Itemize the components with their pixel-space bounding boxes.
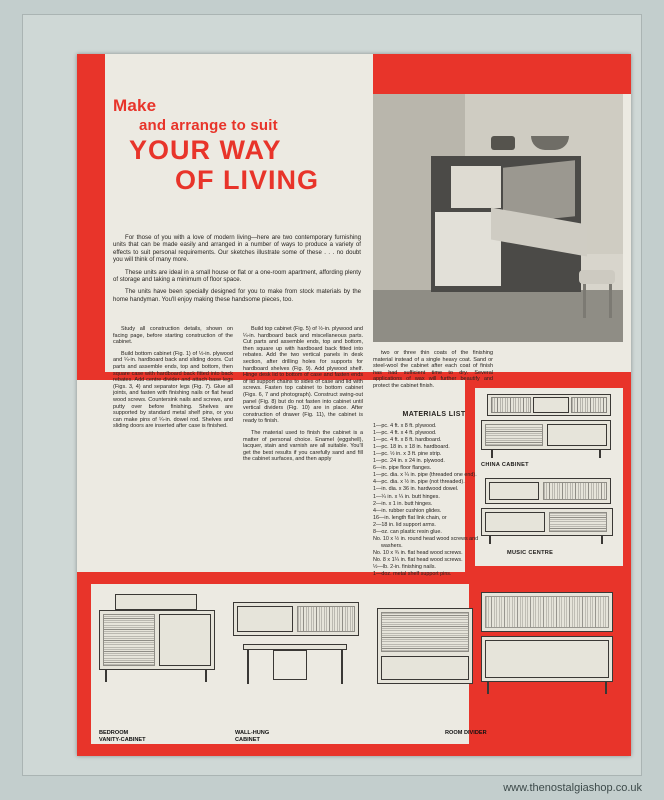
music-centre-leg <box>601 536 603 544</box>
room-divider-label <box>445 730 487 737</box>
label-line-2: VANITY-CABINET <box>99 737 146 743</box>
red-block-top-right <box>373 54 631 94</box>
vanity-cabinet-door-right <box>159 614 211 666</box>
list-item: No. 10 x ½ in. round head wood screws and washers. <box>373 536 479 549</box>
room-divider-illustration <box>377 582 617 732</box>
headline-line-1: Make <box>113 96 157 115</box>
music-centre-leg <box>489 536 491 544</box>
wall-hung-cabinet-door-right <box>297 606 355 632</box>
china-cabinet-shelf-right <box>547 424 607 446</box>
room-divider-left-cupboard <box>381 656 469 680</box>
list-item: 6—in. pipe floor flanges. <box>373 465 432 472</box>
materials-list-title: MATERIALS LIST <box>402 411 466 418</box>
body-column-3 <box>373 350 493 395</box>
room-divider-leg <box>605 682 607 694</box>
china-cabinet-leg <box>491 450 493 458</box>
intro-paragraph-3: The units have been specially designed for you to make from stock materials by the home handyman. You'll enjoy making these handsome pieces, too. <box>113 288 361 303</box>
picture-mat <box>22 14 642 776</box>
red-block-left-strip <box>77 54 105 372</box>
page-title <box>113 96 363 195</box>
list-item: 4—pc. dia. x ½ in. pipe (not threaded). <box>373 479 465 486</box>
intro-text <box>113 234 361 308</box>
materials-list-items <box>373 423 495 578</box>
magazine-page <box>77 54 631 756</box>
wall-hung-support <box>247 650 249 684</box>
vanity-cabinet-door-left <box>103 614 155 666</box>
bedroom-vanity-cabinet-illustration <box>99 592 219 722</box>
photo-cabinet-shelving <box>451 166 501 208</box>
list-item: No. 8 x 1¼ in. flat head wood screws. <box>373 556 463 563</box>
materials-list <box>373 412 495 578</box>
right-illustration-group <box>481 394 617 564</box>
wall-hung-support <box>341 650 343 684</box>
photo-stool-seat <box>579 270 615 284</box>
body-column-1 <box>113 326 233 435</box>
product-photograph <box>373 94 623 342</box>
list-item: 1—pc. 24 in. x 24 in. plywood. <box>373 458 445 465</box>
list-item: 1—in. dia. x 36 in. hardwood dowel. <box>373 486 459 493</box>
music-centre-label: MUSIC CENTRE <box>507 550 554 556</box>
china-cabinet-door-left <box>491 397 531 413</box>
intro-paragraph-2: These units are ideal in a small house or flat or a one-room apartment, affording plenty of storage and taking a minimum of floor space. <box>113 268 361 284</box>
list-item: 8—oz. can plastic resin glue. <box>373 529 442 535</box>
list-item: 2—in. x 1 in. butt hinges. <box>373 500 433 507</box>
bedroom-vanity-cabinet-label <box>99 730 146 744</box>
music-centre-compartment-left <box>489 482 539 500</box>
paper-notch-top-left <box>105 54 135 80</box>
body-paragraph: two or three thin coats of the finishing material instead of a single heavy coat. Sand or steel-wool the cabinet after each coat of finish has had sufficient time to dry. Several applications of wax will further beautify and protect the cabinet finish. <box>373 350 493 389</box>
list-item: 1—pc. 4 ft. x 8 ft. hardboard. <box>373 436 442 443</box>
music-centre-speaker <box>549 512 607 532</box>
wall-hung-cabinet-label <box>235 730 269 744</box>
wall-hung-cabinet-illustration <box>233 592 363 722</box>
list-item: 4—in. rubber cushion glides. <box>373 507 442 514</box>
body-column-2 <box>243 326 363 468</box>
list-item: 1—pc. ½ in. x 3 ft. pine strip. <box>373 450 442 457</box>
room-divider-leg <box>487 682 489 694</box>
china-cabinet-leg <box>599 450 601 458</box>
list-item: 1—pc. dia. x ¼ in. pipe (threaded one end). <box>373 472 477 479</box>
vanity-cabinet-leg <box>105 670 107 682</box>
vanity-cabinet-leg <box>205 670 207 682</box>
music-centre-drawer <box>485 512 545 532</box>
headline-line-3: YOUR WAY <box>129 135 282 165</box>
list-item: 1—pc. 18 in. x 18 in. hardboard. <box>373 443 450 450</box>
china-cabinet-door-centre <box>533 397 569 413</box>
label-line-1: BEDROOM <box>99 730 129 736</box>
music-centre-compartment-right <box>543 482 607 500</box>
body-paragraph: The material used to finish the cabinet is a matter of personal choice. Enamel (eggshell), lacquer, stain and varnish are all suitable. You'll get the best results if you carefully sand and fill the cabinet surfaces, and then apply <box>243 429 363 463</box>
photo-stool-leg <box>583 284 586 318</box>
china-cabinet-door-right <box>571 397 607 413</box>
china-cabinet-label: CHINA CABINET <box>481 462 529 468</box>
label-line-2: CABINET <box>235 737 260 743</box>
list-item: 1—pc. 4 ft. x 8 ft. plywood. <box>373 422 437 429</box>
body-paragraph: Study all construction details, shown on facing page, before starting construction of the cabinet. <box>113 326 233 346</box>
room-divider-right-lower-inner <box>485 640 609 678</box>
list-item: 2—18 in. lid support arms. <box>373 521 436 528</box>
list-item: 1—doz. metal shelf support pins. <box>373 571 452 578</box>
headline-line-4: OF LIVING <box>175 165 319 195</box>
photo-horse-ornament <box>491 136 515 150</box>
wall-hung-chair <box>273 650 307 680</box>
wall-hung-cabinet-door-left <box>237 606 293 632</box>
watermark: www.thenostalgiashop.co.uk <box>503 782 642 794</box>
list-item: 1—pc. 4 ft. x 4 ft. plywood. <box>373 429 437 436</box>
intro-paragraph-1: For those of you with a love of modern living—here are two contemporary furnishing units that can be made easily and arranged in a number of ways to produce a variety of effects to suit personal requirements. Our sketches illustrate some of these . . . no doubt you will think of many more. <box>113 234 361 264</box>
label-line-1: WALL-HUNG <box>235 730 270 736</box>
vanity-cabinet-mirror <box>115 594 197 610</box>
body-paragraph: Build bottom cabinet (Fig. 1) of ½-in. plywood and ¼-in. hardboard back and sliding doors. Cut parts and assemble ends, top and bottom, then square case with hardboard back fitted into back rebates. Add centre divider and attach base legs (Figs. 3, 4) and separator legs (Fig. 7). Glue all joints, and fasten with finishing nails or flat head wood screws. Countersink nails and screws, and putty over before finishing. Shelves are supported by standard metal shelf pins, or you can make pins of ¼-in. dowel rod. Shelves and sliding doors are inserted after case is finished. <box>113 350 233 430</box>
body-paragraph: Build top cabinet (Fig. 5) of ½-in. plywood and ¼-in. hardboard back and miscellaneous parts. Cut parts and assemble ends, top and bottom, then square up with hardboard back fitted into rebates. Add the two vertical panels in desk section, after drilling holes for supports for hardboard shelves (Fig. 9). Add plywood shelf. Hinge desk lid to bottom of case and fasten ends of lid support chains to sides of case and lid with screws. Fasten top cabinet to bottom cabinet (Figs. 6, 7 and photograph). Construct swing-out panel (Fig. 8) but do not fasten into cabinet until vertical dividers (Fig. 10) are in place. After construction of drawer (Fig. 11), the cabinet is ready to finish. <box>243 326 363 425</box>
list-item: 1—¼ in. x ¼ in. butt hinges. <box>373 493 440 500</box>
headline-line-2: and arrange to suit <box>139 117 278 134</box>
room-divider-right-upper-inner <box>485 596 609 628</box>
list-item: 16—in. length flat link chain, or <box>373 514 447 521</box>
label-line-1: ROOM DIVIDER <box>445 730 487 736</box>
china-cabinet-shelf-left <box>485 424 543 446</box>
photo-stool-leg <box>609 284 612 318</box>
list-item: No. 10 x ¾ in. flat head wood screws. <box>373 549 463 556</box>
room-divider-left-shelf <box>381 612 469 652</box>
list-item: ½—lb. 2-in. finishing nails. <box>373 563 436 570</box>
